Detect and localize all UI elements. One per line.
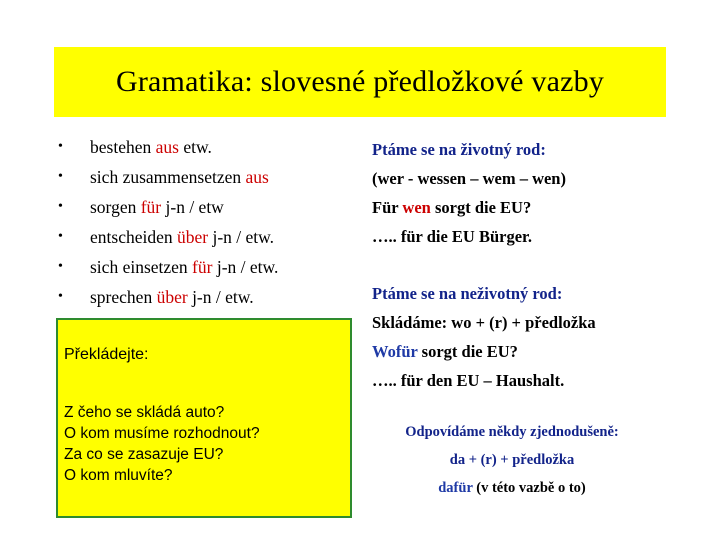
animate-answer: ….. für die EU Bürger. bbox=[372, 227, 532, 246]
bullet-icon: • bbox=[58, 169, 63, 184]
preposition: aus bbox=[245, 167, 269, 187]
list-item bbox=[58, 222, 358, 252]
inanimate-example: Wofür sorgt die EU? bbox=[372, 342, 518, 361]
animate-example: Für wen sorgt die EU? bbox=[372, 198, 532, 217]
preposition: für bbox=[192, 257, 213, 277]
verb-text: entscheiden über j-n / etw. bbox=[90, 227, 275, 247]
inanimate-answer: ….. für den EU – Haushalt. bbox=[372, 371, 565, 390]
preposition: aus bbox=[155, 137, 179, 157]
simplified-heading: Odpovídáme někdy zjednodušeně: bbox=[405, 424, 619, 440]
exercise-question: Za co se zasazuje EU? bbox=[64, 446, 224, 463]
preposition: über bbox=[176, 227, 209, 247]
exercise-questions bbox=[64, 402, 260, 486]
interrogative: Wofür bbox=[372, 342, 418, 361]
inanimate-rule: Skládáme: wo + (r) + předložka bbox=[372, 313, 596, 332]
verb-list bbox=[58, 132, 358, 312]
list-item bbox=[58, 192, 358, 222]
bullet-icon: • bbox=[58, 199, 63, 214]
bullet-icon: • bbox=[58, 289, 63, 304]
translation-exercise-box bbox=[56, 318, 352, 518]
preposition: über bbox=[156, 287, 188, 307]
animate-forms: (wer - wessen – wem – wen) bbox=[372, 169, 566, 188]
simplified-example: dafür (v této vazbě o to) bbox=[438, 480, 586, 496]
interrogative: wen bbox=[402, 198, 431, 217]
preposition: für bbox=[140, 197, 162, 217]
simplified-rule: da + (r) + předložka bbox=[449, 452, 575, 468]
inanimate-section bbox=[372, 279, 672, 395]
bullet-icon: • bbox=[58, 259, 63, 274]
slide-title: Gramatika: slovesné předložkové vazby bbox=[115, 65, 605, 98]
verb-text: bestehen aus etw. bbox=[90, 137, 212, 157]
inanimate-heading: Ptáme se na neživotný rod: bbox=[372, 284, 563, 303]
simplified-answer-section bbox=[362, 418, 662, 502]
bullet-icon: • bbox=[58, 139, 63, 154]
list-item bbox=[58, 252, 358, 282]
bullet-icon: • bbox=[58, 229, 63, 244]
exercise-question: Z čeho se skládá auto? bbox=[64, 404, 225, 421]
list-item bbox=[58, 132, 358, 162]
list-item bbox=[58, 282, 358, 312]
verb-text: sprechen über j-n / etw. bbox=[90, 287, 254, 307]
verb-text: sorgen für j-n / etw bbox=[90, 197, 224, 217]
exercise-title: Překládejte: bbox=[64, 346, 149, 363]
verb-text: sich einsetzen für j-n / etw. bbox=[90, 257, 279, 277]
exercise-question: O kom mluvíte? bbox=[64, 467, 173, 484]
da-compound: dafür bbox=[438, 480, 473, 496]
animate-heading: Ptáme se na životný rod: bbox=[372, 140, 546, 159]
animate-section bbox=[372, 135, 672, 251]
title-banner bbox=[54, 47, 666, 117]
verb-text: sich zusammensetzen aus bbox=[90, 167, 269, 187]
list-item bbox=[58, 162, 358, 192]
exercise-question: O kom musíme rozhodnout? bbox=[64, 425, 260, 442]
